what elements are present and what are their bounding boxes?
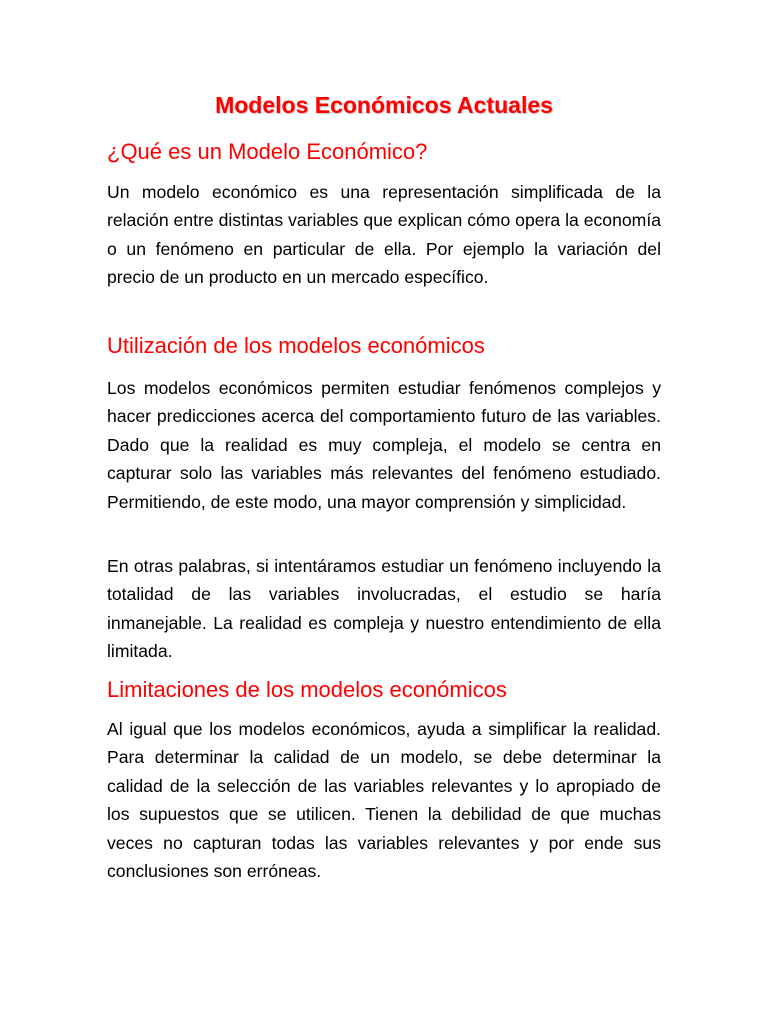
paragraph-limitaciones: Al igual que los modelos económicos, ayuda a simplificar la realidad. Para determinar la calidad de un modelo, se debe determinar la calidad de la selección de las variables relevantes y lo apropiado de los supuestos que se utilicen. Tienen la debilidad de que muchas veces no capturan todas las variables relevantes y por ende sus conclusiones son erróneas. (107, 719, 661, 882)
section-heading-limitaciones: Limitaciones de los modelos económicos (107, 677, 507, 702)
document-title: Modelos Económicos Actuales (215, 92, 553, 118)
section-heading-utilizacion: Utilización de los modelos económicos (107, 333, 485, 358)
section-heading-que-es: ¿Qué es un Modelo Económico? (107, 139, 428, 164)
paragraph-utilizacion-1: Los modelos económicos permiten estudiar fenómenos complejos y hacer predicciones acerca del comportamiento futuro de las variables. Dado que la realidad es muy compleja, el modelo se centra en capturar solo las variables más relevantes del fenómeno estudiado. Permitiendo, de este modo, una mayor comprensión y simplicidad. (107, 378, 661, 512)
paragraph-definicion: Un modelo económico es una representación simplificada de la relación entre distintas variables que explican cómo opera la economía o un fenómeno en particular de ella. Por ejemplo la variación del precio de un producto en un mercado específico. (107, 182, 661, 288)
paragraph-utilizacion-2: En otras palabras, si intentáramos estudiar un fenómeno incluyendo la totalidad de las variables involucradas, el estudio se haría inmanejable. La realidad es compleja y nuestro entendimiento de ella limitada. (107, 556, 661, 662)
